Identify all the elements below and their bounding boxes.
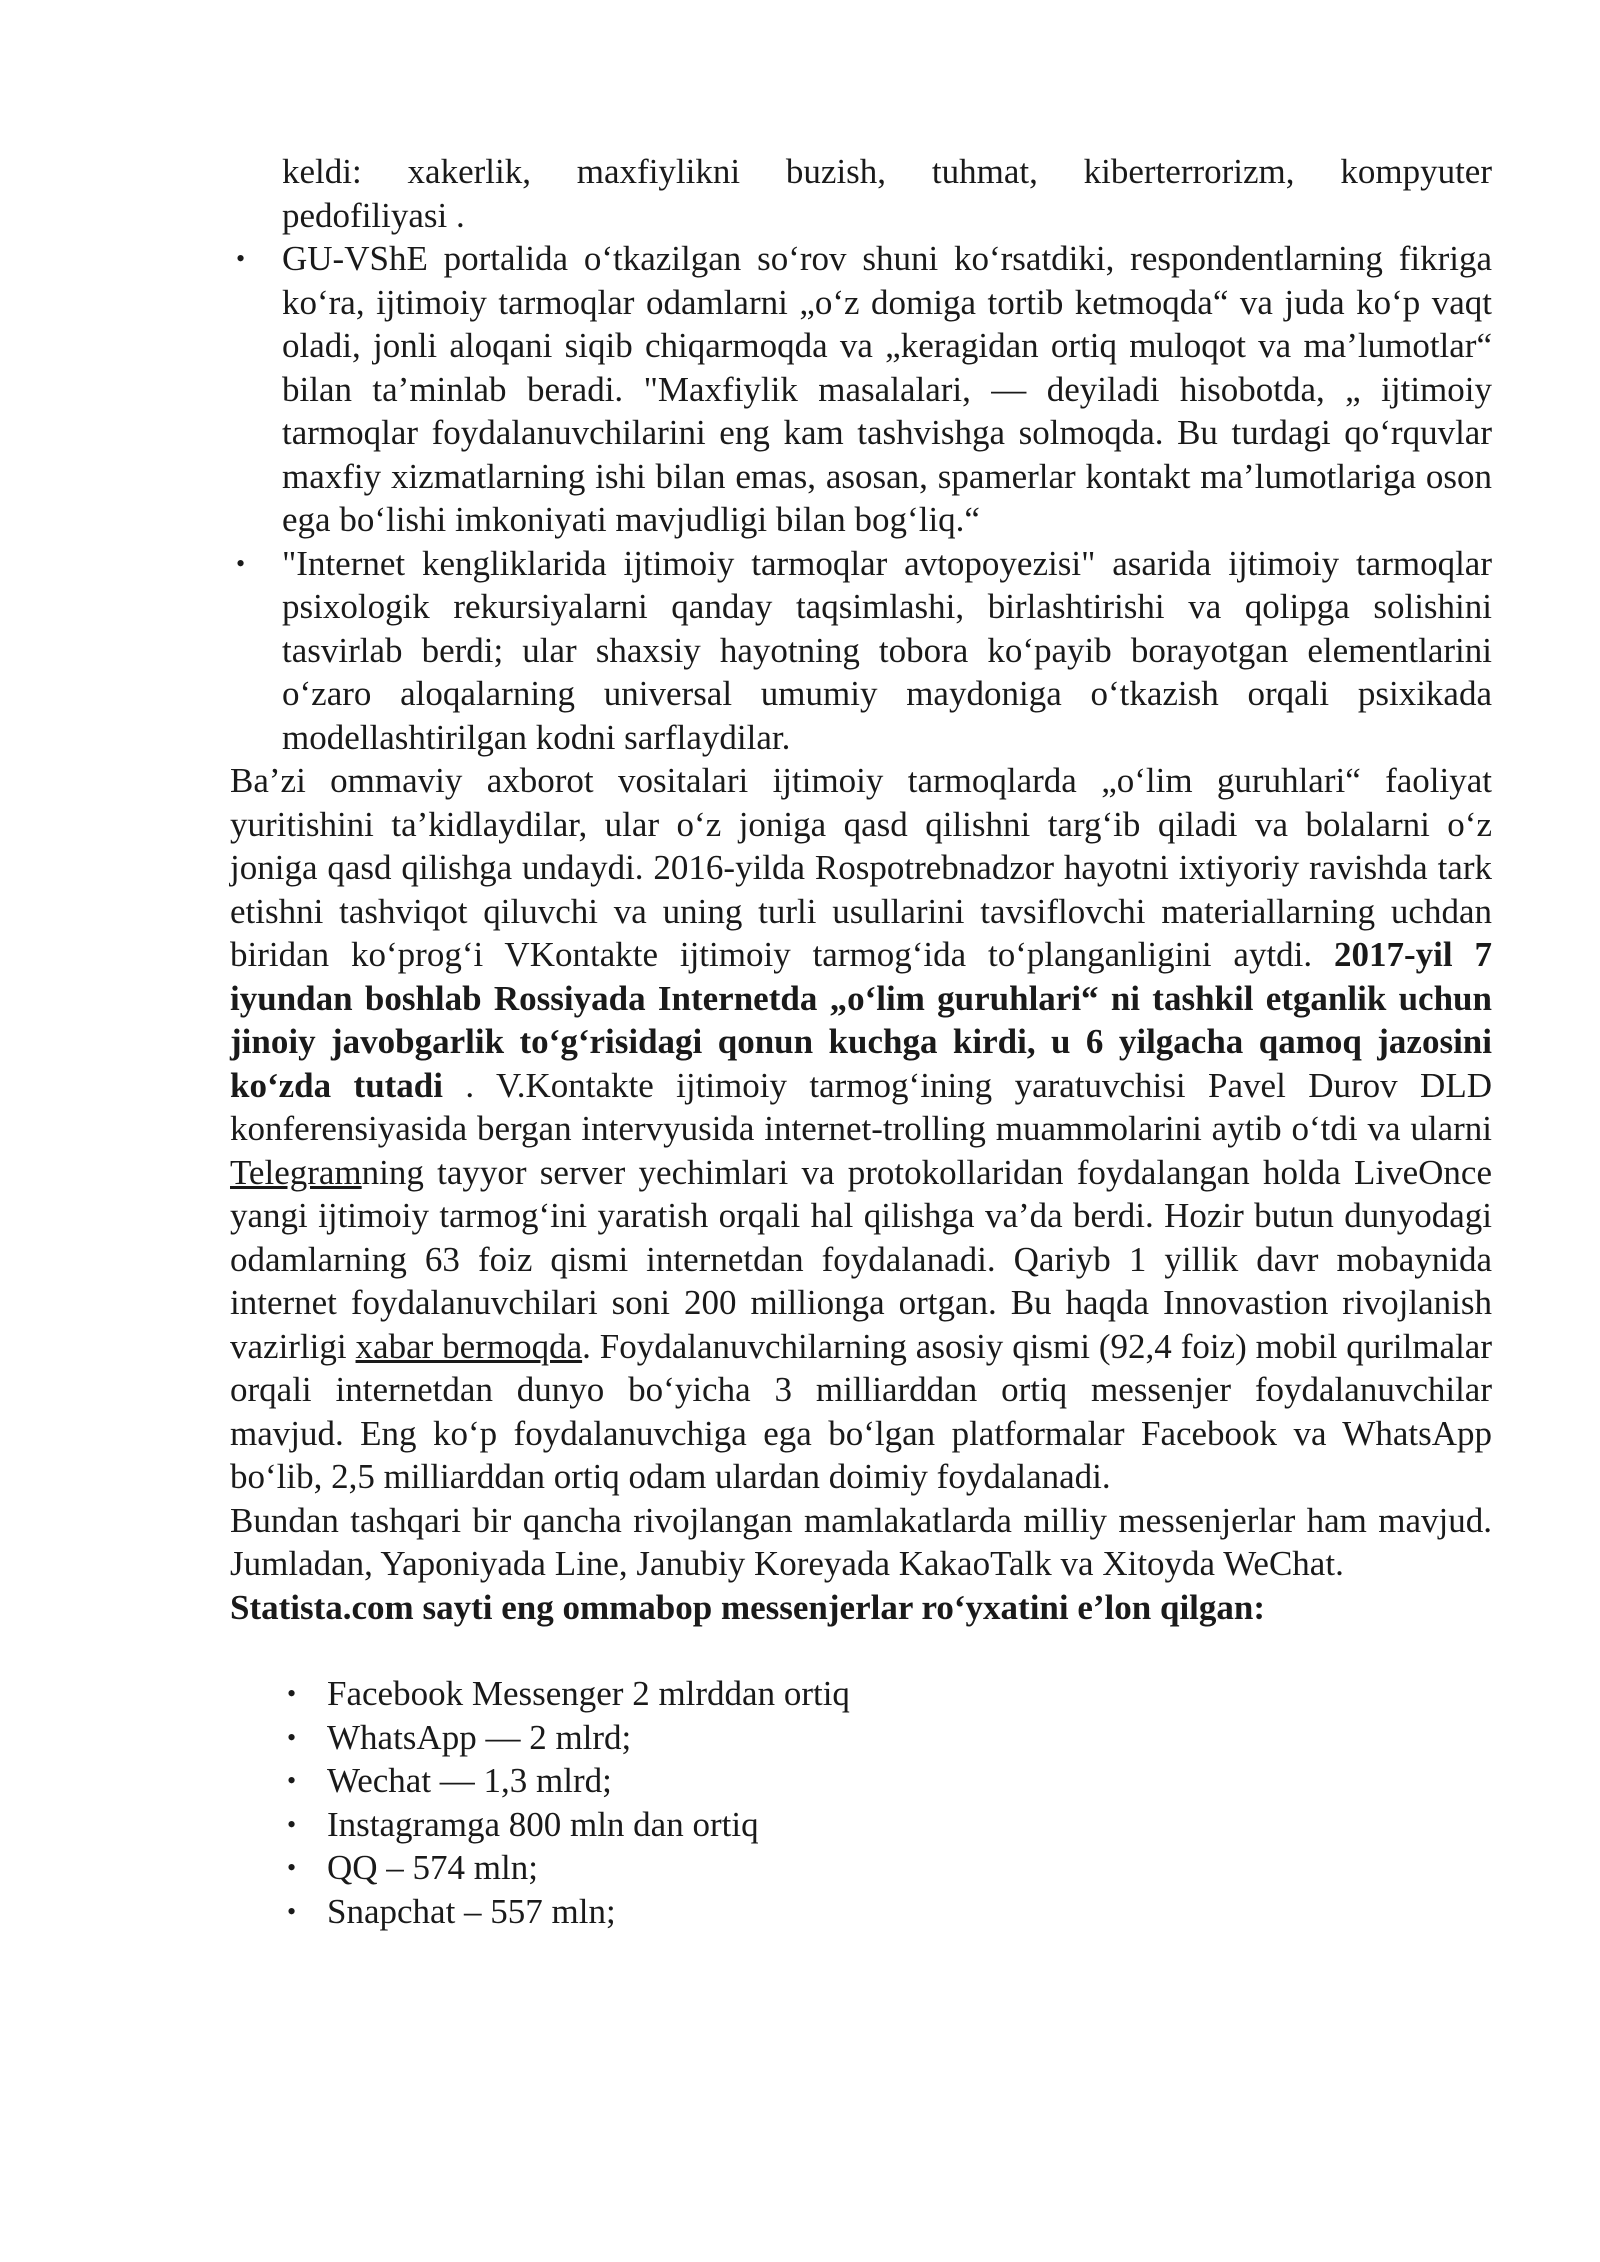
messenger-entry: QQ – 574 mln; xyxy=(327,1848,538,1887)
intro-bullet-list xyxy=(230,150,1492,759)
list-item xyxy=(230,1759,1492,1803)
paragraph-text: Ba’zi ommaviy axborot vositalari ijtimoiy tarmoqlarda „o‘lim guruhlari“ faoliyat yuritishini ta’kidlaydilar, ular o‘z joniga qasd qilishni targ‘ib qiladi va bolalarni o‘z joniga qasd qilishga undaydi. 2016-yilda Rospotrebnadzor hayotni ixtiyoriy ravishda tark etishni tashviqot qiluvchi va uning turli usullarini tavsiflovchi materiallarning uchdan biridan ko‘prog‘i VKontakte ijtimoiy tarmog‘ida to‘planganligini aytdi. xyxy=(230,761,1492,974)
messenger-entry: Wechat — 1,3 mlrd; xyxy=(327,1761,612,1800)
list-item-autopoiesis xyxy=(230,542,1492,760)
list-item-continuation xyxy=(230,150,1492,237)
news-source-link[interactable]: xabar bermoqda xyxy=(355,1326,583,1366)
paragraph-text: ning tayyor server yechimlari va protokollaridan foydalangan holda LiveOnce yangi ijtimoiy tarmog‘ini yaratish orqali hal qilishga va’da berdi. Hozir butun dunyodagi odamlarning 63 foiz qismi internetdan foydalanadi. Qariyb 1 yillik davr mobaynida internet foydalanuvchilari soni 200 millionga ortgan. Bu haqda Innovastion rivojlanish vazirligi xyxy=(230,1152,1492,1366)
messenger-entry: Facebook Messenger 2 mlrddan ortiq xyxy=(327,1674,850,1713)
paragraph-death-groups xyxy=(230,759,1492,1499)
bullet-icon: • xyxy=(287,1766,297,1795)
paragraph-national-messengers: Bundan tashqari bir qancha rivojlangan mamlakatlarda milliy messenjerlar ham mavjud. Jumladan, Yaponiyada Line, Janubiy Koreyada KakaoTalk va Xitoyda WeChat. xyxy=(230,1500,1492,1583)
bullet-icon: • xyxy=(287,1896,297,1926)
continuation-line-1: keldi: xakerlik, maxfiylikni buzish, tuhmat, kiberterrorizm, kompyuter xyxy=(282,152,1492,191)
law-bold-text: 2017-yil 7 iyundan boshlab Rossiyada Internetda „o‘lim guruhlari“ ni tashkil etganlik uchun jinoiy javobgarlik to‘g‘risidagi qonun kuchga kirdi, u 6 yilgacha qamoq jazosini ko‘zda tutadi xyxy=(230,935,1492,1105)
bullet-icon: • xyxy=(287,1809,297,1839)
list-item-text: "Internet kengliklarida ijtimoiy tarmoqlar avtopoyezisi" asarida ijtimoiy tarmoqlar psixologik rekursiyalarni qanday taqsimlashi, birlashtirishi va qolipga solishini tasvirlab berdi; ular shaxsiy hayotning tobora ko‘payib borayotgan elementlarini o‘zaro aloqalarning universal umumiy maydoniga o‘tkazish orqali psixikada modellashtirilgan kodni sarflaydilar. xyxy=(282,543,1492,757)
paragraph-text: . V.Kontakte ijtimoiy tarmog‘ining yaratuvchisi Pavel Durov DLD konferensiyasida bergan intervyusida internet-trolling muammolarini aytib o‘tdi va ularni xyxy=(230,1065,1492,1148)
continuation-line-2: pedofiliyasi . xyxy=(282,195,465,235)
bullet-icon: • xyxy=(236,548,246,578)
list-item-survey xyxy=(230,237,1492,542)
list-item xyxy=(230,1846,1492,1890)
telegram-link[interactable]: Telegram xyxy=(230,1152,362,1192)
list-item-text: GU-VShE portalida o‘tkazilgan so‘rov shuni ko‘rsatdiki, respondentlarning fikriga ko‘ra, ijtimoiy tarmoqlar odamlarni „o‘z domiga tortib ketmoqda“ va juda ko‘p vaqt oladi, jonli aloqani siqib chiqarmoqda va „keragidan ortiq muloqot va ma’lumotlar“ bilan ta’minlab beradi. "Maxfiylik masalalari, — deyiladi hisobotda, „ ijtimoiy tarmoqlar foydalanuvchilarini eng kam tashvishga solmoqda. Bu turdagi qo‘rquvlar maxfiy xizmatlarning ishi bilan emas, asosan, spamerlar kontakt ma’lumotlariga oson ega bo‘lishi imkoniyati mavjudligi bilan bog‘liq.“ xyxy=(282,239,1492,539)
statista-heading: Statista.com sayti eng ommabop messenjerlar ro‘yxatini e’lon qilgan: xyxy=(230,1587,1266,1627)
list-item xyxy=(230,1716,1492,1760)
messenger-entry: Instagramga 800 mln dan ortiq xyxy=(327,1804,759,1844)
messenger-entry: Snapchat – 557 mln; xyxy=(327,1891,616,1931)
list-item xyxy=(230,1890,1492,1934)
paragraph-text: . Foydalanuvchilarning asosiy qismi (92,4 foiz) mobil qurilmalar orqali internetdan dunyo bo‘yicha 3 milliarddan ortiq messenjer foydalanuvchilar mavjud. Eng ko‘p foydalanuvchiga ega bo‘lgan platformalar Facebook va WhatsApp bo‘lib, 2,5 milliarddan ortiq odam ulardan doimiy foydalanadi. xyxy=(230,1326,1493,1496)
messenger-list xyxy=(230,1672,1492,1933)
messenger-entry: WhatsApp — 2 mlrd; xyxy=(327,1717,632,1757)
bullet-icon: • xyxy=(236,244,246,273)
bullet-icon: • xyxy=(287,1679,297,1708)
list-item xyxy=(230,1672,1492,1716)
list-item xyxy=(230,1803,1492,1847)
bullet-icon: • xyxy=(287,1722,297,1752)
document-page xyxy=(230,150,1492,1933)
bullet-icon: • xyxy=(287,1853,297,1882)
